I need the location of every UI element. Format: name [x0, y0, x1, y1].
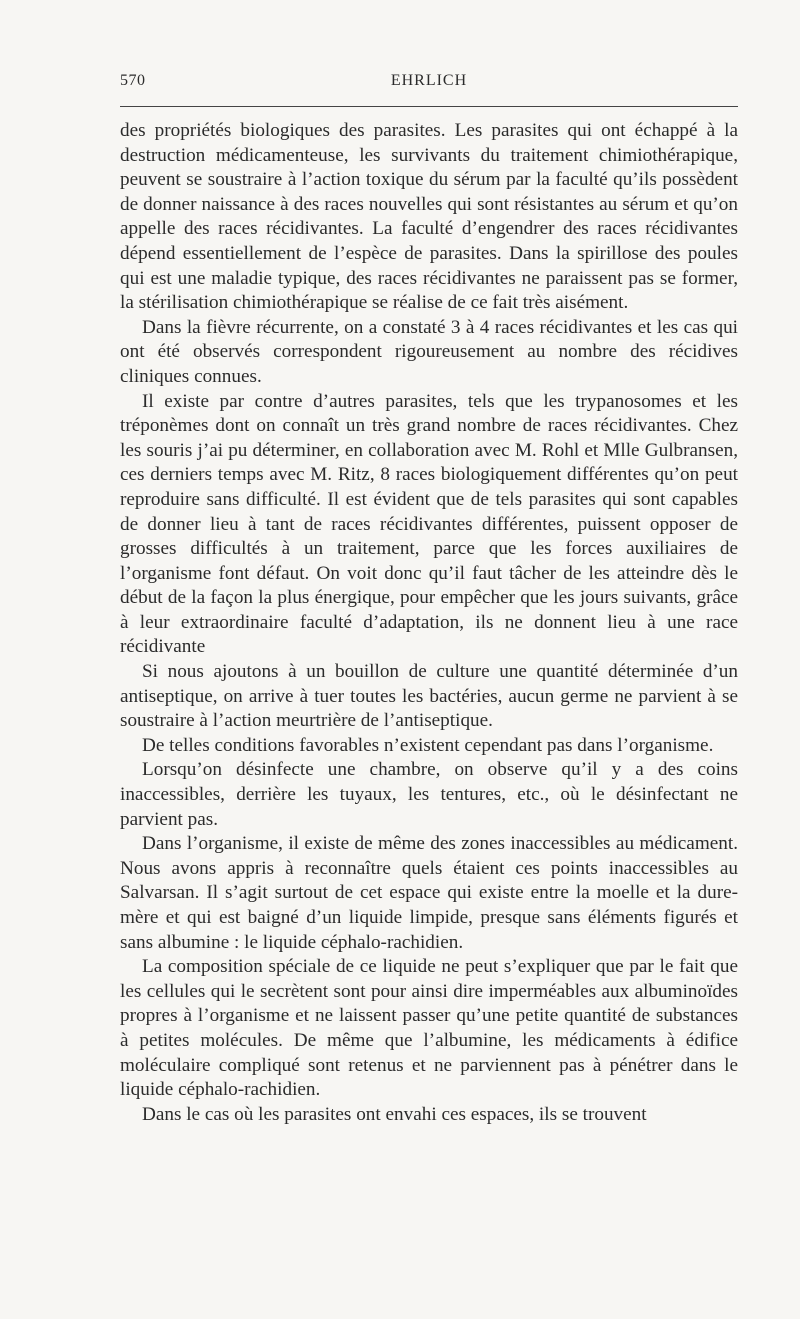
- body-text: [120, 119, 738, 1127]
- running-title: EHRLICH: [390, 72, 468, 89]
- book-page: [120, 66, 738, 1127]
- paragraph: Dans la fièvre récurrente, on a constaté 3 à 4 races récidivantes et les cas qui ont été observés correspondent rigoureusement au nombre des récidives cliniques connues.: [120, 316, 738, 387]
- page-number: 570: [120, 72, 146, 89]
- paragraph: des propriétés biologiques des parasites. Les parasites qui ont échappé à la destruction médicamenteuse, les survivants du traitement chimiothérapique, peuvent se soustraire à l’action toxique du sérum par la faculté qu’ils possèdent de donner naissance à des races nouvelles qui sont résistantes au sérum et qu’on appelle des races récidivantes. La faculté d’engendrer des races récidivantes dépend essentiellement de l’espèce de parasites. Dans la spirillose des poules qui est une maladie typique, des races récidivantes ne paraissent pas se former, la stérilisation chimiothérapique se réalise de ce fait très aisément.: [120, 120, 738, 314]
- paragraph: Lorsqu’on désinfecte une chambre, on observe qu’il y a des coins inaccessibles, derrière les tuyaux, les tentures, etc., où le désinfectant ne parvient pas.: [120, 759, 738, 830]
- paragraph: Dans l’organisme, il existe de même des zones inaccessibles au médicament. Nous avons appris à reconnaître quels étaient ces points inaccessibles au Salvarsan. Il s’agit surtout de cet espace qui existe entre la moelle et la dure-mère et qui est baigné d’un liquide limpide, presque sans éléments figurés et sans albumine : le liquide céphalo-rachidien.: [120, 833, 738, 953]
- paragraph: Dans le cas où les parasites ont envahi ces espaces, ils se trouvent: [142, 1103, 647, 1125]
- paragraph: Il existe par contre d’autres parasites, tels que les trypanosomes et les tréponèmes dont on connaît un très grand nombre de races récidivantes. Chez les souris j’ai pu déterminer, en collaboration avec M. Rohl et Mlle Gulbransen, ces derniers temps avec M. Ritz, 8 races biologiquement différentes qu’on peut reproduire sans difficulté. Il est évident que de tels parasites qui sont capables de donner lieu à tant de races récidivantes différentes, puissent opposer de grosses difficultés à un traitement, parce que les forces auxiliaires de l’organisme font défaut. On voit donc qu’il faut tâcher de les atteindre dès le début de la façon la plus énergique, pour empêcher que les jours suivants, grâce à leur extraordinaire faculté d’adaptation, ils ne donnent lieu à une race récidivante: [120, 390, 738, 658]
- running-head: [120, 66, 738, 96]
- paragraph: De telles conditions favorables n’existent cependant pas dans l’organisme.: [142, 734, 714, 756]
- paragraph: Si nous ajoutons à un bouillon de culture une quantité déterminée d’un antiseptique, on arrive à tuer toutes les bactéries, aucun germe ne parvient à se soustraire à l’action meurtrière de l’antiseptique.: [120, 661, 738, 732]
- paragraph: La composition spéciale de ce liquide ne peut s’expliquer que par le fait que les cellules qui le secrètent sont pour ainsi dire imperméables aux albuminoïdes propres à l’organisme et ne laissent passer qu’une petite quantité de substances à petites molécules. De même que l’albumine, les médicaments à édifice moléculaire compliqué sont retenus et ne parviennent pas à pénétrer dans le liquide céphalo-rachidien.: [120, 956, 738, 1101]
- header-rule: [120, 106, 738, 107]
